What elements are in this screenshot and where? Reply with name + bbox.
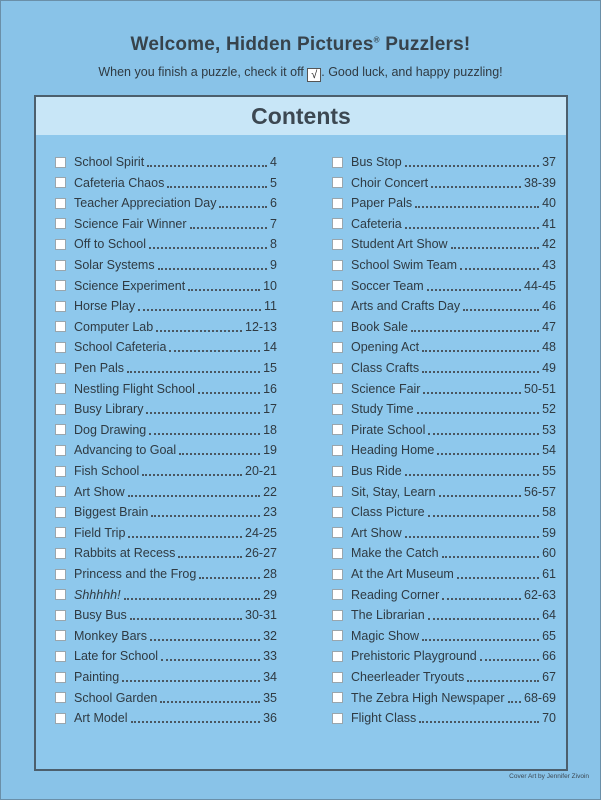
item-page: 20-21 <box>245 464 277 478</box>
checkbox[interactable] <box>55 486 66 497</box>
dot-leader <box>156 330 242 332</box>
contents-item <box>55 318 277 336</box>
checkbox[interactable] <box>55 672 66 683</box>
dot-leader <box>442 598 521 600</box>
dot-leader <box>405 474 539 476</box>
contents-item <box>332 441 556 459</box>
contents-item <box>332 380 556 398</box>
item-title: Soccer Team <box>351 278 424 293</box>
contents-item <box>55 359 277 377</box>
item-title: Class Picture <box>351 505 425 520</box>
contents-header <box>36 97 566 135</box>
dot-leader <box>160 701 260 703</box>
item-page: 44-45 <box>524 278 556 293</box>
dot-leader <box>405 227 539 229</box>
dot-leader <box>460 268 539 270</box>
checkbox[interactable] <box>332 507 343 518</box>
item-title: Rabbits at Recess <box>74 546 176 561</box>
item-page: 48 <box>542 340 556 355</box>
item-title: Cafeteria Chaos <box>74 175 165 190</box>
item-page: 68-69 <box>524 690 556 705</box>
item-title: Reading Corner <box>351 587 440 602</box>
item-title: Busy Library <box>74 402 144 417</box>
item-title: Nestling Flight School <box>74 381 195 396</box>
item-title: The Zebra High Newspaper <box>351 690 505 705</box>
checkbox[interactable] <box>332 363 343 374</box>
item-title: Computer Lab <box>74 319 154 334</box>
item-page: 41 <box>542 216 556 231</box>
contents-item <box>332 174 556 192</box>
welcome-title: Welcome, Hidden Pictures® Puzzlers! <box>130 34 471 55</box>
item-title: Book Sale <box>351 319 408 334</box>
contents-item <box>55 338 277 356</box>
item-page: 66 <box>542 649 556 664</box>
contents-item <box>332 338 556 356</box>
dot-leader <box>190 227 268 229</box>
contents-item <box>55 544 277 562</box>
dot-leader <box>127 371 260 373</box>
item-page: 50-51 <box>524 381 556 396</box>
item-title: Pirate School <box>351 422 426 437</box>
contents-item <box>55 400 277 418</box>
checkbox[interactable] <box>55 218 66 229</box>
item-page: 19 <box>263 443 277 458</box>
dot-leader <box>138 309 261 311</box>
item-page: 30-31 <box>245 608 277 623</box>
item-title: Heading Home <box>351 443 435 458</box>
dot-leader <box>198 392 260 394</box>
contents-item <box>332 668 556 686</box>
item-title: Flight Class <box>351 711 417 726</box>
checkbox[interactable] <box>55 527 66 538</box>
dot-leader <box>122 680 260 682</box>
dot-leader <box>422 639 539 641</box>
item-page: 62-63 <box>524 587 556 602</box>
dot-leader <box>178 556 242 558</box>
contents-item <box>55 235 277 253</box>
contents-item <box>332 421 556 439</box>
dot-leader <box>431 186 521 188</box>
item-page: 58 <box>542 505 556 520</box>
item-page: 43 <box>542 258 556 272</box>
item-page: 5 <box>270 175 277 190</box>
checkbox[interactable] <box>55 363 66 374</box>
checkbox[interactable] <box>332 157 343 168</box>
item-page: 10 <box>263 278 277 293</box>
contents-item <box>55 277 277 295</box>
item-title: Cheerleader Tryouts <box>351 670 465 684</box>
contents-item <box>55 153 277 171</box>
contents-item <box>332 709 556 727</box>
checkbox[interactable] <box>332 321 343 332</box>
contents-item <box>332 235 556 253</box>
checkmark-icon: √ <box>307 68 321 82</box>
item-title: Paper Pals <box>351 196 413 211</box>
item-page: 17 <box>263 402 277 417</box>
item-page: 16 <box>263 381 277 396</box>
contents-item <box>55 503 277 521</box>
checkbox[interactable] <box>55 589 66 600</box>
checkbox[interactable] <box>332 280 343 291</box>
item-title: The Librarian <box>351 608 425 623</box>
checkbox[interactable] <box>332 713 343 724</box>
item-page: 60 <box>542 546 556 561</box>
contents-item <box>332 256 556 274</box>
dot-leader <box>167 186 267 188</box>
dot-leader <box>419 721 539 723</box>
dot-leader <box>417 412 540 414</box>
item-title: Make the Catch <box>351 546 439 561</box>
item-page: 59 <box>542 525 556 540</box>
checkbox[interactable] <box>332 610 343 621</box>
checkbox[interactable] <box>55 713 66 724</box>
contents-item <box>332 627 556 645</box>
item-page: 34 <box>263 670 277 684</box>
contents-item <box>332 647 556 665</box>
item-title: School Garden <box>74 690 158 705</box>
dot-leader <box>428 515 539 517</box>
contents-item <box>332 586 556 604</box>
contents-item <box>55 689 277 707</box>
checkbox[interactable] <box>332 548 343 559</box>
checkbox[interactable] <box>55 548 66 559</box>
contents-item <box>55 380 277 398</box>
item-title: Pen Pals <box>74 361 125 375</box>
item-page: 65 <box>542 628 556 643</box>
item-page: 29 <box>263 587 277 602</box>
item-title: Bus Ride <box>351 464 402 478</box>
dot-leader <box>423 392 521 394</box>
dot-leader <box>179 453 260 455</box>
item-page: 26-27 <box>245 546 277 561</box>
item-page: 6 <box>270 196 277 211</box>
item-page: 15 <box>263 361 277 375</box>
contents-item <box>55 709 277 727</box>
item-title: Bus Stop <box>351 155 402 169</box>
contents-item <box>332 503 556 521</box>
dot-leader <box>149 433 260 435</box>
dot-leader <box>142 474 242 476</box>
contents-item <box>332 153 556 171</box>
checkbox[interactable] <box>55 445 66 456</box>
checkbox[interactable] <box>55 424 66 435</box>
item-page: 8 <box>270 237 277 252</box>
item-title: Magic Show <box>351 628 420 643</box>
item-page: 49 <box>542 361 556 375</box>
checkbox[interactable] <box>332 198 343 209</box>
item-title: Horse Play <box>74 299 136 314</box>
item-title: Princess and the Frog <box>74 567 197 581</box>
item-page: 22 <box>263 484 277 499</box>
item-page: 33 <box>263 649 277 664</box>
item-title: Study Time <box>351 402 414 417</box>
contents-item <box>332 194 556 212</box>
contents-item <box>332 297 556 315</box>
contents-item <box>332 483 556 501</box>
item-page: 4 <box>270 155 277 169</box>
item-title: Arts and Crafts Day <box>351 299 461 314</box>
item-title: Fish School <box>74 464 140 478</box>
item-title: Sit, Stay, Learn <box>351 484 436 499</box>
item-page: 70 <box>542 711 556 726</box>
dot-leader <box>457 577 539 579</box>
item-title: Late for School <box>74 649 159 664</box>
contents-item <box>55 483 277 501</box>
dot-leader <box>130 618 242 620</box>
item-page: 64 <box>542 608 556 623</box>
contents-item <box>55 586 277 604</box>
checkbox[interactable] <box>332 301 343 312</box>
dot-leader <box>149 247 267 249</box>
dot-leader <box>405 536 539 538</box>
item-title: Art Show <box>351 525 402 540</box>
checkbox[interactable] <box>55 280 66 291</box>
cover-art-credit: Cover Art by Jennifer Zivoin <box>509 773 589 780</box>
dot-leader <box>467 680 539 682</box>
checkbox[interactable] <box>332 692 343 703</box>
dot-leader <box>451 247 540 249</box>
item-title: School Swim Team <box>351 258 458 272</box>
checkbox[interactable] <box>332 630 343 641</box>
checkbox[interactable] <box>55 651 66 662</box>
item-page: 53 <box>542 422 556 437</box>
contents-item <box>55 215 277 233</box>
checkbox[interactable] <box>332 672 343 683</box>
item-page: 61 <box>542 567 556 581</box>
item-page: 46 <box>542 299 556 314</box>
checkbox[interactable] <box>55 507 66 518</box>
dot-leader <box>422 371 539 373</box>
checkbox[interactable] <box>55 630 66 641</box>
item-page: 32 <box>263 628 277 643</box>
checkbox[interactable] <box>55 466 66 477</box>
contents-item <box>332 689 556 707</box>
item-title: School Cafeteria <box>74 340 167 355</box>
checkbox[interactable] <box>332 342 343 353</box>
dot-leader <box>128 536 242 538</box>
dot-leader <box>124 598 261 600</box>
item-title: Science Fair <box>351 381 421 396</box>
item-page: 40 <box>542 196 556 211</box>
item-page: 23 <box>263 505 277 520</box>
dot-leader <box>422 350 539 352</box>
dot-leader <box>146 412 260 414</box>
checkbox[interactable] <box>332 589 343 600</box>
item-page: 52 <box>542 402 556 417</box>
checkbox[interactable] <box>332 424 343 435</box>
checkbox[interactable] <box>332 486 343 497</box>
checkbox[interactable] <box>332 651 343 662</box>
dot-leader <box>428 433 539 435</box>
checkbox[interactable] <box>55 260 66 271</box>
checkbox[interactable] <box>332 383 343 394</box>
item-page: 24-25 <box>245 525 277 540</box>
checkbox[interactable] <box>332 218 343 229</box>
checkbox[interactable] <box>332 177 343 188</box>
item-title: Class Crafts <box>351 361 420 375</box>
checkbox[interactable] <box>332 466 343 477</box>
item-title: Cafeteria <box>351 216 402 231</box>
contents-item <box>55 441 277 459</box>
item-page: 9 <box>270 258 277 272</box>
dot-leader <box>411 330 539 332</box>
item-page: 7 <box>270 216 277 231</box>
item-title: Biggest Brain <box>74 505 149 520</box>
dot-leader <box>199 577 260 579</box>
dot-leader <box>415 206 539 208</box>
contents-item <box>55 194 277 212</box>
dot-leader <box>442 556 540 558</box>
checkbox[interactable] <box>55 198 66 209</box>
dot-leader <box>428 618 539 620</box>
checkbox[interactable] <box>55 342 66 353</box>
item-title: Art Model <box>74 711 128 726</box>
item-page: 56-57 <box>524 484 556 499</box>
item-page: 67 <box>542 670 556 684</box>
contents-item <box>55 647 277 665</box>
contents-item <box>332 544 556 562</box>
dot-leader <box>147 165 267 167</box>
item-title: Science Fair Winner <box>74 216 187 231</box>
item-page: 54 <box>542 443 556 458</box>
checkbox[interactable] <box>55 383 66 394</box>
dot-leader <box>188 289 260 291</box>
dot-leader <box>437 453 539 455</box>
contents-item <box>55 421 277 439</box>
item-title: Advancing to Goal <box>74 443 177 458</box>
item-page: 55 <box>542 464 556 478</box>
dot-leader <box>161 659 260 661</box>
contents-item <box>332 277 556 295</box>
contents-item <box>332 400 556 418</box>
checkbox[interactable] <box>332 527 343 538</box>
registered-mark: ® <box>373 35 380 45</box>
item-title: Off to School <box>74 237 147 252</box>
item-title: Art Show <box>74 484 125 499</box>
checkbox[interactable] <box>55 239 66 250</box>
checkbox[interactable] <box>55 404 66 415</box>
checkbox[interactable] <box>332 260 343 271</box>
dot-leader <box>427 289 521 291</box>
item-title: Science Experiment <box>74 278 186 293</box>
contents-item <box>55 565 277 583</box>
contents-item <box>332 524 556 542</box>
item-page: 47 <box>542 319 556 334</box>
contents-item <box>332 606 556 624</box>
item-title: Prehistoric Playground <box>351 649 477 664</box>
checkbox[interactable] <box>55 692 66 703</box>
item-title: At the Art Museum <box>351 567 454 581</box>
item-title: Opening Act <box>351 340 420 355</box>
item-title: Field Trip <box>74 525 126 540</box>
item-title: Painting <box>74 670 120 684</box>
item-page: 28 <box>263 567 277 581</box>
contents-item <box>55 606 277 624</box>
item-page: 11 <box>264 299 277 314</box>
item-page: 36 <box>263 711 277 726</box>
dot-leader <box>151 515 260 517</box>
item-page: 12-13 <box>245 319 277 334</box>
checkbox[interactable] <box>55 569 66 580</box>
contents-item <box>55 256 277 274</box>
contents-item <box>332 565 556 583</box>
item-title: Busy Bus <box>74 608 127 623</box>
item-title: Student Art Show <box>351 237 448 252</box>
checkbox[interactable] <box>55 157 66 168</box>
contents-title: Contents <box>251 103 351 129</box>
item-title: Choir Concert <box>351 175 429 190</box>
contents-item <box>332 462 556 480</box>
welcome-subtitle: When you finish a puzzle, check it off √ . Good luck, and happy puzzling! <box>98 65 503 81</box>
item-page: 38-39 <box>524 175 556 190</box>
item-title: Teacher Appreciation Day <box>74 196 217 211</box>
item-page: 18 <box>263 422 277 437</box>
checkbox[interactable] <box>55 177 66 188</box>
dot-leader <box>405 165 539 167</box>
checkbox[interactable] <box>332 404 343 415</box>
item-page: 14 <box>263 340 277 355</box>
contents-item <box>55 668 277 686</box>
dot-leader <box>158 268 267 270</box>
contents-item <box>55 462 277 480</box>
contents-item <box>332 215 556 233</box>
contents-item <box>332 359 556 377</box>
item-title: School Spirit <box>74 155 145 169</box>
item-title: Monkey Bars <box>74 628 147 643</box>
item-title: Shhhhh! <box>74 587 121 602</box>
dot-leader <box>128 495 260 497</box>
checkbox[interactable] <box>332 569 343 580</box>
checkbox[interactable] <box>55 610 66 621</box>
dot-leader <box>131 721 261 723</box>
dot-leader <box>150 639 260 641</box>
dot-leader <box>508 701 521 703</box>
item-page: 37 <box>542 155 556 169</box>
item-title: Dog Drawing <box>74 422 147 437</box>
contents-item <box>55 524 277 542</box>
contents-item <box>55 297 277 315</box>
dot-leader <box>439 495 521 497</box>
dot-leader <box>169 350 260 352</box>
checkbox[interactable] <box>332 239 343 250</box>
contents-item <box>55 174 277 192</box>
contents-item <box>55 627 277 645</box>
item-page: 35 <box>263 690 277 705</box>
checkbox[interactable] <box>55 301 66 312</box>
dot-leader <box>480 659 539 661</box>
item-title: Solar Systems <box>74 258 155 272</box>
checkbox[interactable] <box>332 445 343 456</box>
dot-leader <box>463 309 539 311</box>
item-page: 42 <box>542 237 556 252</box>
contents-item <box>332 318 556 336</box>
checkbox[interactable] <box>55 321 66 332</box>
dot-leader <box>219 206 267 208</box>
